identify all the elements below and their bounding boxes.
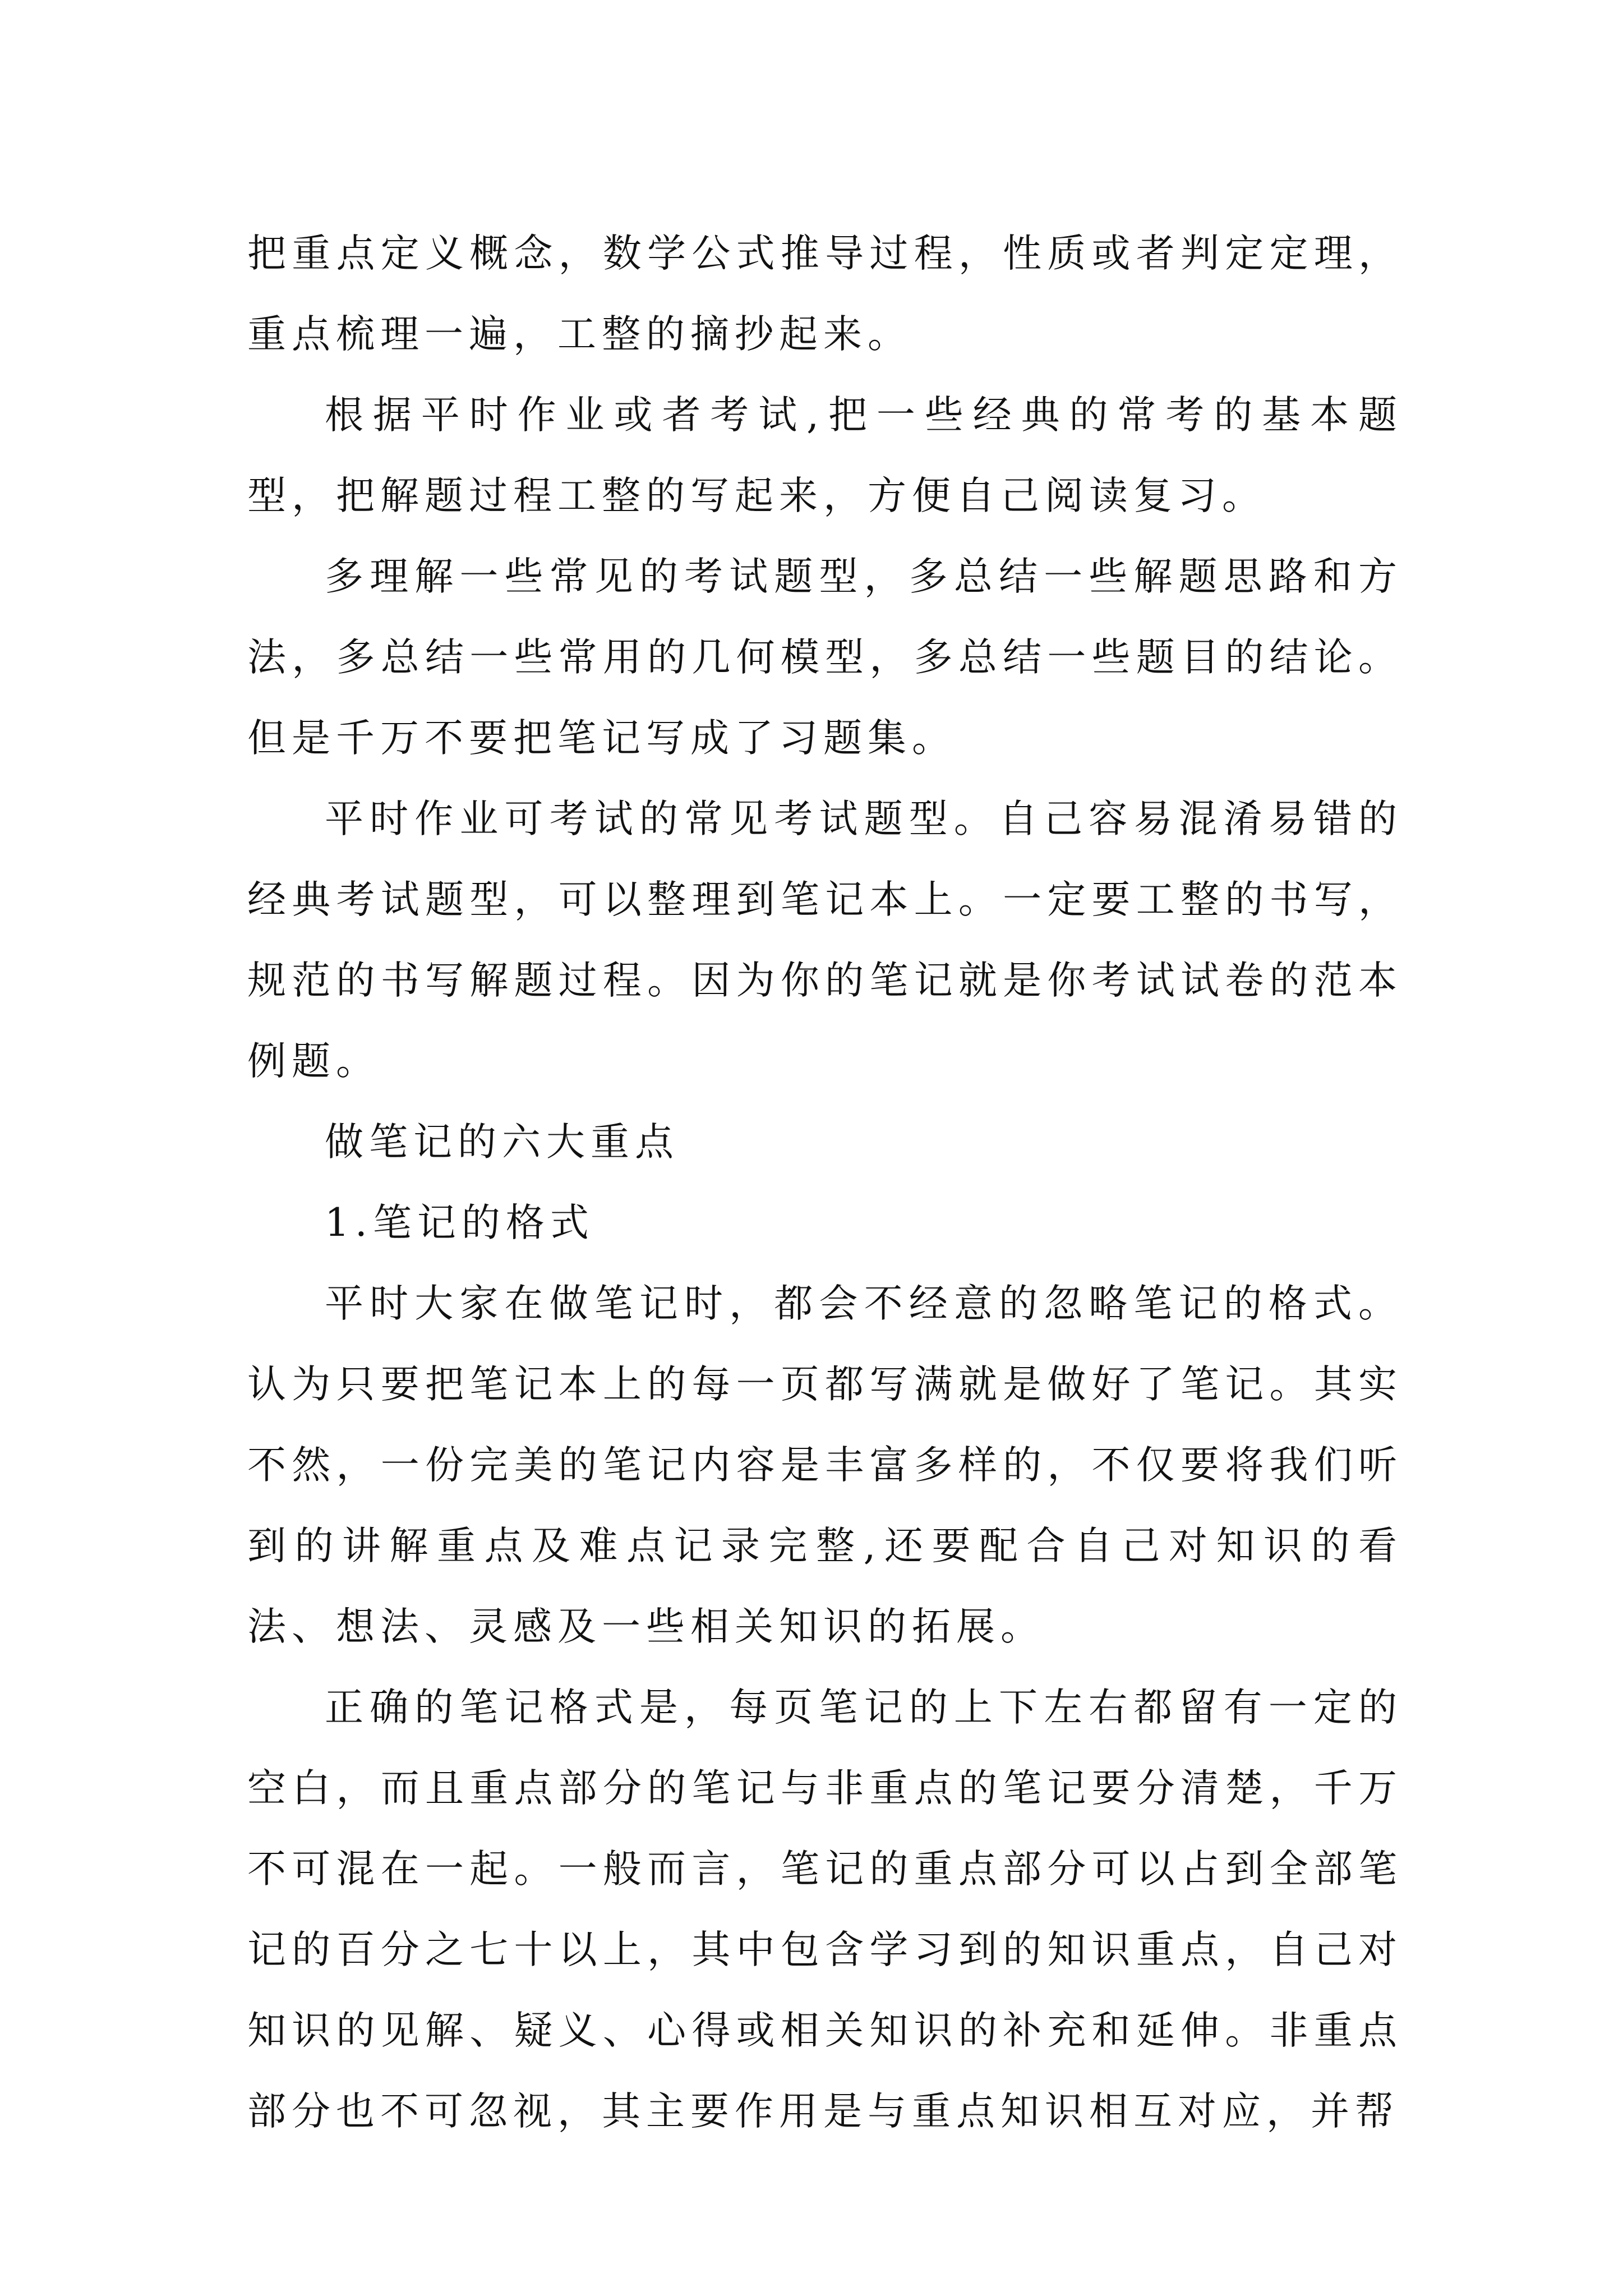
subsection-heading: 1.笔记的格式 [325,1200,594,1245]
paragraph-note-format: 平时大家在做笔记时，都会不经意的忽略笔记的格式。认为只要把笔记本上的每一页都写满就是做好了笔记。其实不然，一份完美的笔记内容是丰富多样的，不仅要将我们听到的讲解重点及难点记录完整,还要配合自己对知识的看法、想法、灵感及一些相关知识的拓展。 [247,1281,1403,1649]
paragraph-correct-format: 正确的笔记格式是，每页笔记的上下左右都留有一定的空白，而且重点部分的笔记与非重点的笔记要分清楚，千万不可混在一起。一般而言，笔记的重点部分可以占到全部笔记的百分之七十以上，其中包含学习到的知识重点，自己对知识的见解、疑义、心得或相关知识的补充和延伸。非重点部分也不可忽视，其主要作用是与重点知识相互对应，并帮 [247,1685,1403,2134]
paragraph-summarize-methods: 多理解一些常见的考试题型，多总结一些解题思路和方法，多总结一些常用的几何模型，多总结一些题目的结论。但是千万不要把笔记写成了习题集。 [247,554,1403,761]
paragraph-common-exam-types: 平时作业可考试的常见考试题型。自己容易混淆易错的经典考试题型，可以整理到笔记本上。一定要工整的书写，规范的书写解题过程。因为你的笔记就是你考试试卷的范本例题。 [247,797,1403,1084]
paragraph-continuation: 把重点定义概念，数学公式推导过程，性质或者判定定理，重点梳理一遍，工整的摘抄起来。 [247,231,1403,357]
paragraph-typical-problems: 根据平时作业或者考试,把一些经典的常考的基本题型，把解题过程工整的写起来，方便自己阅读复习。 [247,393,1403,518]
document-body [247,213,1403,2152]
section-heading: 做笔记的六大重点 [325,1120,679,1165]
